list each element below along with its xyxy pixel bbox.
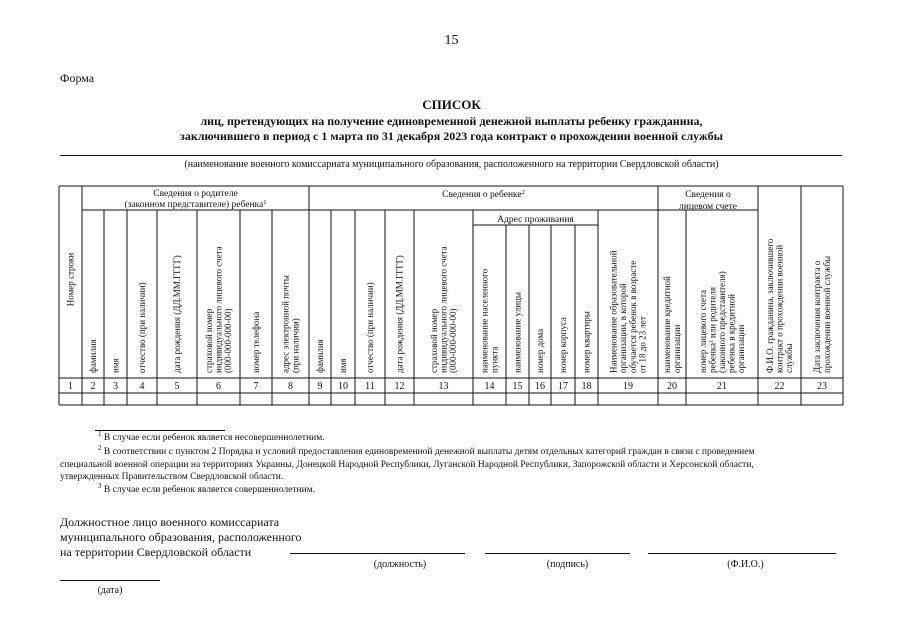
column-number-6: 6 bbox=[216, 381, 221, 392]
column-header-19-line-1: Наименование образовательной bbox=[608, 250, 619, 373]
page-number: 15 bbox=[444, 33, 459, 48]
column-header-16-line-1: номер дома bbox=[535, 328, 545, 373]
position-caption: (должность) bbox=[373, 559, 427, 570]
parent-group-title-1: Сведения о родителе bbox=[153, 189, 238, 199]
date-line bbox=[60, 580, 160, 581]
footnote-separator bbox=[95, 430, 225, 431]
column-header-21-line-2: ребенка³ или родителя bbox=[707, 286, 718, 373]
official-title-line-3: на территории Свердловской области bbox=[60, 545, 252, 559]
date-caption: (дата) bbox=[97, 585, 123, 596]
column-header-1-line-1: Номер строки bbox=[65, 252, 76, 307]
column-header-17-line-1: номер корпуса bbox=[558, 317, 568, 373]
parent-group-footnote-mark: 1 bbox=[263, 198, 267, 206]
column-header-19-line-3: обучается ребенок в возрасте bbox=[627, 260, 638, 373]
official-title-line-2: муниципального образования, расположенного bbox=[60, 530, 302, 544]
column-header-20-line-1: наименование кредитной bbox=[662, 276, 673, 373]
column-header-22-line-1: Ф.И.О. гражданина, заключившего bbox=[764, 238, 775, 373]
signature-line bbox=[485, 553, 630, 554]
address-group-title: Адрес проживания bbox=[497, 215, 574, 225]
document-title: СПИСОК bbox=[422, 97, 481, 112]
footnote-1 bbox=[98, 429, 883, 445]
position-line bbox=[290, 553, 465, 554]
column-header-13-line-2: индивидуального лицевого счета bbox=[438, 246, 449, 373]
parent-group-title-2: (законном представителе) ребенка$^1$ bbox=[124, 198, 267, 210]
column-number-21: 21 bbox=[717, 381, 727, 392]
column-header-9-line-1: фамилия bbox=[315, 339, 325, 373]
document-subtitle-line-1: лиц, претендующих на получение единовременной денежной выплаты ребенку гражданина, bbox=[200, 114, 703, 128]
column-header-6-line-3: (000-000-000-00) bbox=[223, 308, 234, 373]
footnote-3 bbox=[98, 481, 883, 497]
column-header-19-line-4: от 18 до 23 лет bbox=[637, 316, 648, 373]
column-number-4: 4 bbox=[139, 381, 145, 392]
column-number-2: 2 bbox=[90, 381, 96, 392]
column-header-19-line-2: организации, в которой bbox=[618, 283, 629, 373]
footnote-1-text: В случае если ребенок является несовершеннолетним. bbox=[103, 433, 325, 443]
column-number-7: 7 bbox=[253, 381, 259, 392]
name-caption: (Ф.И.О.) bbox=[727, 559, 764, 570]
account-group-title-1: Сведения о bbox=[685, 190, 731, 200]
column-number-17: 17 bbox=[558, 381, 568, 392]
column-header-4-line-1: отчество (при наличии) bbox=[137, 282, 147, 373]
column-number-18: 18 bbox=[581, 381, 592, 392]
column-number-13: 13 bbox=[438, 381, 449, 392]
column-header-5-line-1: дата рождения (ДД.ММ.ГГГГ) bbox=[172, 255, 182, 373]
column-header-18-line-1: номер квартиры bbox=[581, 311, 592, 373]
column-header-2-line-1: фамилия bbox=[88, 339, 98, 373]
column-header-8-line-2: (при наличии) bbox=[290, 318, 301, 373]
child-group-footnote-mark: 2 bbox=[521, 188, 525, 196]
footnote-2-mark: 2 bbox=[98, 443, 102, 452]
column-number-8: 8 bbox=[288, 381, 293, 392]
column-header-21-line-4: ребенка в кредитной bbox=[726, 294, 737, 373]
column-number-23: 23 bbox=[817, 381, 827, 392]
column-header-10-line-1: имя bbox=[338, 358, 348, 373]
column-number-12: 12 bbox=[394, 381, 405, 392]
column-header-14-line-1: наименование населенного bbox=[479, 268, 490, 373]
name-line bbox=[648, 553, 836, 554]
footnote-2-text-2: специальной военной операции на территориях Украины, Донецкой Народной Республики, Луганской Народной Республики, Запорожской области и Херсонской области, bbox=[60, 459, 754, 470]
form-label: Форма bbox=[60, 71, 95, 85]
column-header-14-line-2: пункта bbox=[489, 346, 500, 373]
official-title bbox=[60, 515, 301, 560]
column-number-16: 16 bbox=[535, 381, 545, 392]
column-header-7-line-1: номер телефона bbox=[251, 311, 261, 373]
column-header-8-line-1: адрес электронной почты bbox=[280, 275, 291, 373]
column-header-11-line-1: отчество (при наличии) bbox=[365, 282, 375, 373]
account-group-title-2: лицевом счете bbox=[679, 202, 737, 212]
column-number-1: 1 bbox=[68, 381, 73, 392]
document-subtitle-line-2: заключившего в период с 1 марта по 31 декабря 2023 года контракт о прохождении военной службы bbox=[180, 129, 723, 143]
column-number-3: 3 bbox=[113, 381, 118, 392]
column-number-14: 14 bbox=[484, 381, 495, 392]
footnote-2 bbox=[60, 443, 845, 484]
child-group-title: Сведения о ребенке$^2$ bbox=[442, 188, 525, 200]
column-header-6-line-1: страховой номер bbox=[203, 308, 214, 373]
official-title-line-1: Должностное лицо военного комиссариата bbox=[60, 515, 280, 529]
column-header-22-line-3: службы bbox=[784, 343, 795, 373]
column-number-5: 5 bbox=[174, 381, 180, 392]
column-number-9: 9 bbox=[317, 381, 323, 392]
column-header-21-line-3: (законного представителя) bbox=[717, 271, 727, 373]
column-number-20: 20 bbox=[667, 381, 677, 392]
column-header-21-line-1: номер лицевого счета bbox=[697, 290, 708, 373]
column-number-19: 19 bbox=[623, 381, 633, 392]
column-header-3-line-1: имя bbox=[110, 358, 121, 373]
column-header-21-line-5: организации bbox=[736, 324, 747, 373]
footnote-3-text: В случае если ребенок является совершеннолетним. bbox=[103, 485, 316, 495]
column-number-15: 15 bbox=[512, 381, 523, 392]
footnote-3-mark: 3 bbox=[98, 481, 102, 490]
column-number-11: 11 bbox=[365, 381, 375, 392]
column-header-23-line-1: Дата заключения контракта о bbox=[812, 260, 823, 373]
footnote-2-text-3: утвержденных Правительством Свердловской области. bbox=[60, 472, 284, 482]
column-header-13-line-1: страховой номер bbox=[428, 308, 439, 373]
column-header-15-line-1: наименование улицы bbox=[512, 292, 523, 373]
column-header-23-line-2: прохождении военной службы bbox=[821, 255, 832, 373]
column-header-20-line-2: организации bbox=[671, 324, 682, 373]
column-header-13-line-3: (000-000-000-00) bbox=[448, 308, 459, 373]
signature-caption: (подпись) bbox=[546, 559, 589, 570]
commissariat-caption: (наименование военного комиссариата муниципального образования, расположенного на территории Свердловской области) bbox=[184, 159, 719, 170]
column-header-22-line-2: контракт о прохождении военной bbox=[774, 244, 785, 373]
column-header-12-line-1: дата рождения (ДД.ММ.ГГГГ) bbox=[394, 255, 405, 373]
footnote-2-text-1: В соответствии с пунктом 2 Порядка и условий предоставления единовременной денежной выплаты детям отдельных категорий граждан в связи с проведением bbox=[103, 447, 755, 457]
column-number-22: 22 bbox=[774, 381, 785, 392]
column-number-10: 10 bbox=[338, 381, 348, 392]
footnote-1-mark: 1 bbox=[98, 429, 102, 438]
column-header-6-line-2: индивидуального лицевого счета bbox=[213, 246, 224, 373]
